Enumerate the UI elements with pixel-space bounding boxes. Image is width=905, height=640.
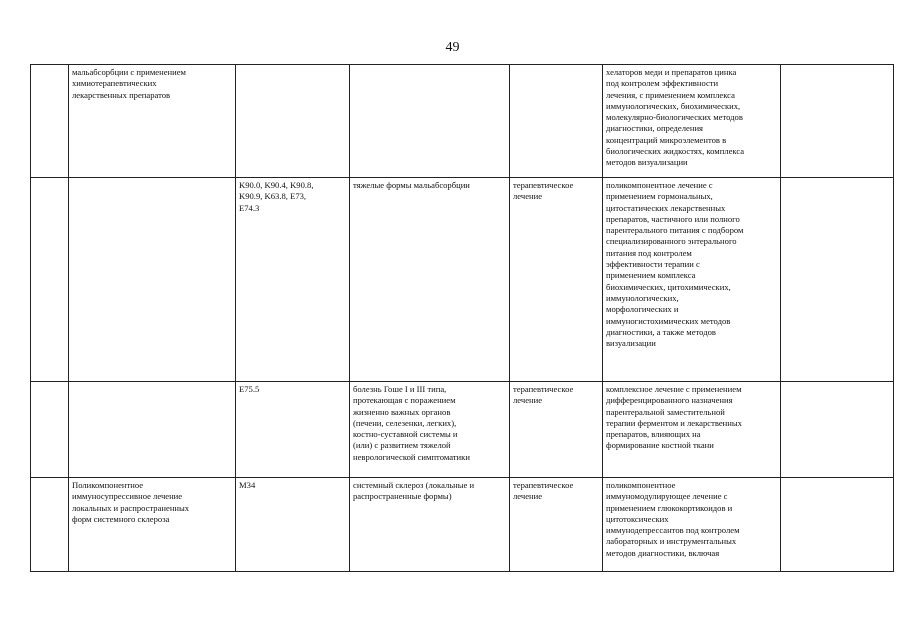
- treatment-method-cell: хелаторов меди и препаратов цинка под контролем эффективности лечения, с применением комплекса иммунологических, биохимических, молекулярно-биологических методов диагностики, определения концентраций микроэлементов в биологических жидкостях, комплекса методов визуализации: [603, 65, 781, 178]
- medical-care-table: [30, 64, 894, 572]
- care-profile-cell: [69, 178, 236, 382]
- treatment-type-cell: терапевтическое лечение: [510, 178, 603, 382]
- icd-codes-cell: K90.0, K90.4, K90.8, K90.9, K63.8, E73, E74.3: [236, 178, 350, 382]
- cost-cell: [781, 382, 894, 478]
- patient-model-cell: [350, 65, 510, 178]
- patient-model-cell: тяжелые формы мальабсорбции: [350, 178, 510, 382]
- treatment-method-cell: поликомпонентное лечение с применением гормональных, цитостатических лекарственных препаратов, частичного или полного парентерального питания с подбором специализированного энтерального питания под контролем эффективности терапии с применением комплекса биохимических, цитохимических, иммунологических, морфологических и иммуногистохимических методов диагностики, а также методов визуализации: [603, 178, 781, 382]
- treatment-method-cell: комплексное лечение с применением дифференцированного назначения парентеральной заместительной терапии ферментом и лекарственных препаратов, влияющих на формирование костной ткани: [603, 382, 781, 478]
- treatment-type-cell: [510, 65, 603, 178]
- row-number-cell: [31, 65, 69, 178]
- patient-model-cell: болезнь Гоше I и III типа, протекающая с поражением жизненно важных органов (печени, селезенки, легких), костно-суставной системы и (или) с развитием тяжелой неврологической симптоматики: [350, 382, 510, 478]
- care-profile-cell: мальабсорбции с применением химиотерапевтических лекарственных препаратов: [69, 65, 236, 178]
- icd-codes-cell: E75.5: [236, 382, 350, 478]
- treatment-type-cell: терапевтическое лечение: [510, 382, 603, 478]
- cost-cell: [781, 478, 894, 572]
- care-profile-cell: [69, 382, 236, 478]
- page-number: 49: [445, 40, 460, 55]
- treatment-method-cell: поликомпонентное иммуномодулирующее лечение с применением глюкокортикоидов и цитотоксических иммунодепрессантов под контролем лабораторных и инструментальных методов диагностики, включая: [603, 478, 781, 572]
- row-number-cell: [31, 178, 69, 382]
- patient-model-cell: системный склероз (локальные и распространенные формы): [350, 478, 510, 572]
- table-row: [31, 478, 894, 572]
- table-row: [31, 382, 894, 478]
- icd-codes-cell: M34: [236, 478, 350, 572]
- treatment-type-cell: терапевтическое лечение: [510, 478, 603, 572]
- table-row: [31, 65, 894, 178]
- table-row: [31, 178, 894, 382]
- cost-cell: [781, 178, 894, 382]
- row-number-cell: [31, 382, 69, 478]
- care-profile-cell: Поликомпонентное иммуносупрессивное лечение локальных и распространенных форм системного склероза: [69, 478, 236, 572]
- icd-codes-cell: [236, 65, 350, 178]
- cost-cell: [781, 65, 894, 178]
- row-number-cell: [31, 478, 69, 572]
